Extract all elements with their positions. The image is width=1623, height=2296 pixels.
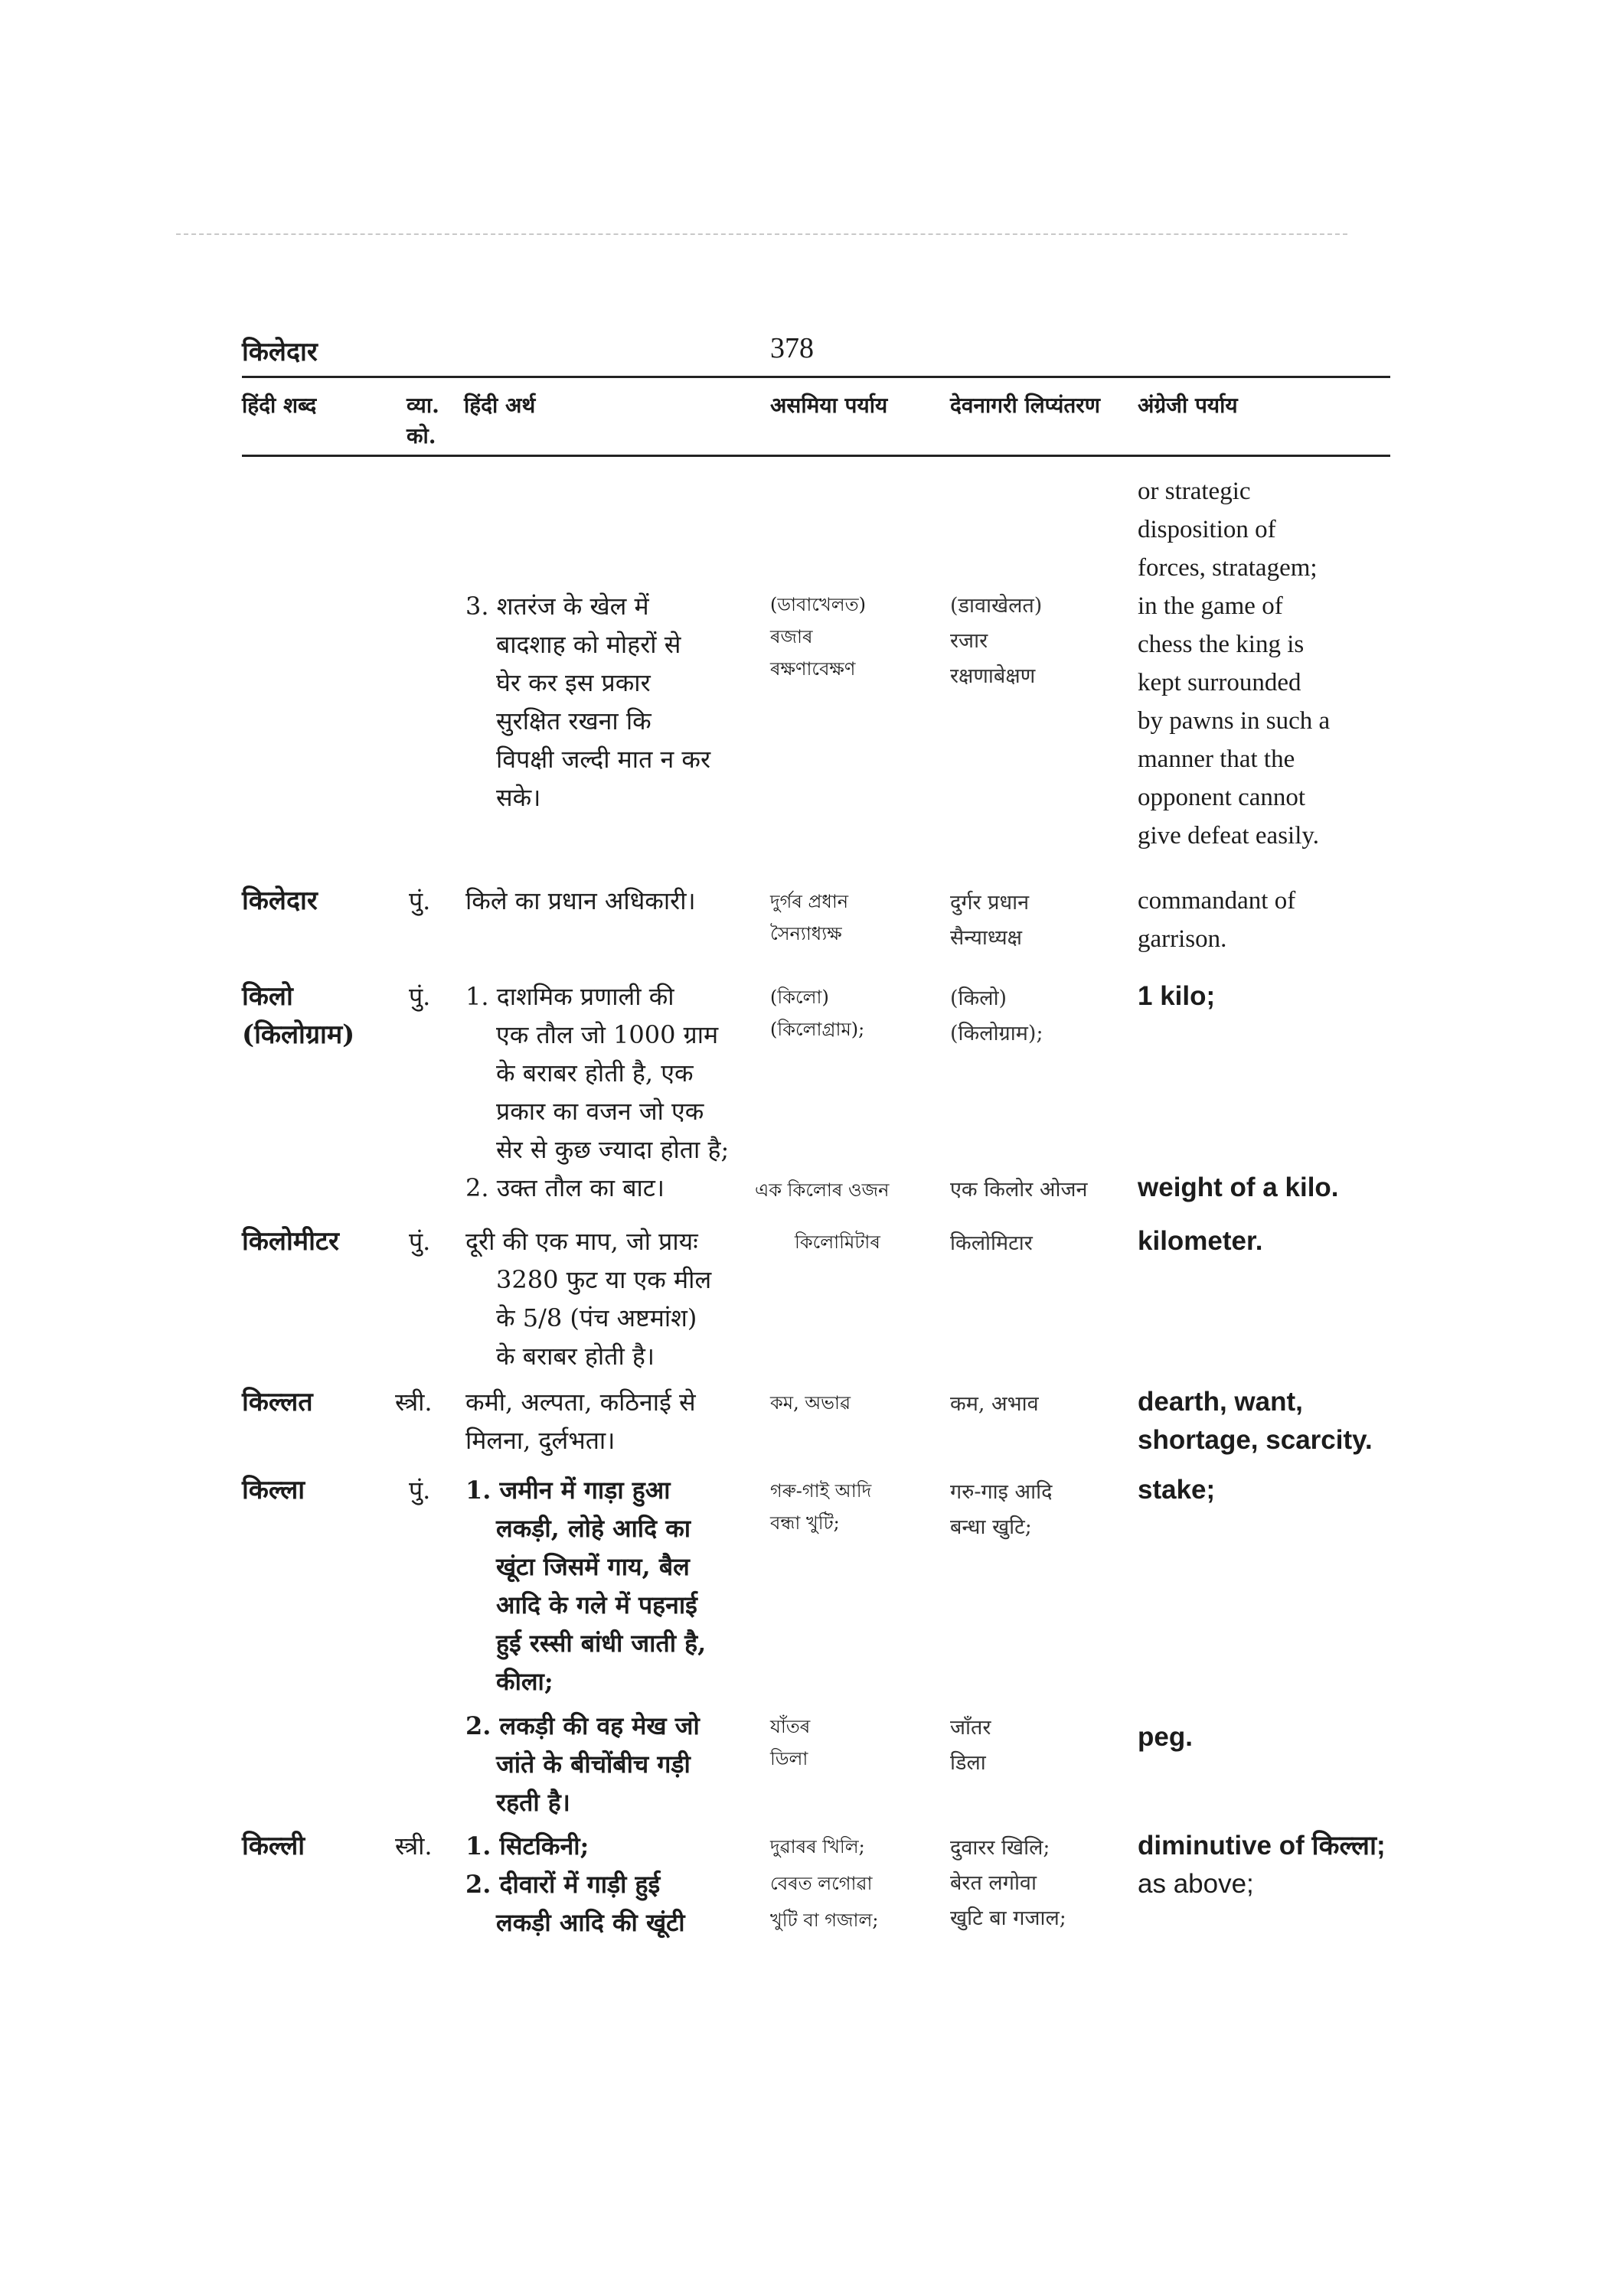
entry-english: commandant of garrison. (1138, 887, 1296, 953)
entry-headword: किलोमीटर (242, 1226, 339, 1257)
entry-assamese: কিলোমিটাৰ (795, 1231, 880, 1253)
entry-assamese: দুৰ্গৰ প্ৰধান সৈন্যাধ্যক্ষ (770, 891, 849, 944)
entry-assamese: যাঁতৰ ডিলা (770, 1716, 811, 1769)
entry-assamese: এক কিলোৰ ওজন (755, 1179, 890, 1201)
entry-assamese: গৰু-গাই আদি বন্ধা খুটি; (770, 1480, 872, 1534)
entry-english: kilometer. (1138, 1226, 1263, 1256)
scan-artifact-line (176, 233, 1347, 235)
entry-english: stake; (1138, 1475, 1216, 1505)
running-head (242, 333, 1390, 376)
entry-devanagari: जाँतर डिला (950, 1716, 991, 1775)
col-hindi-word: हिंदी शब्द (242, 393, 317, 418)
entry-meaning: 1. दाशमिक प्रणाली की एक तौल जो 1000 ग्राम के बराबर होती है, एक प्रकार का वजन जो एक सेर से कुछ ज्यादा होता है; 2. उक्त तौल का बाट। (465, 982, 730, 1202)
running-head-word: किलेदार (242, 337, 318, 367)
entry-assamese: দুৱাৰৰ খিলি; বেৰত লগোৱা খুটি বা গজাল; (770, 1836, 879, 1931)
entry-headword: किल्ला (242, 1475, 305, 1505)
entry-headword: किलेदार (242, 885, 318, 916)
col-english-synonym: अंग्रेजी पर्याय (1138, 393, 1238, 418)
dictionary-page (242, 333, 1390, 2064)
entry-grammar: पुं. (409, 886, 431, 915)
entry-devanagari: किलोमिटार (950, 1231, 1033, 1255)
entry-meaning: कमी, अल्पता, कठिनाई से मिलना, दुर्लभता। (465, 1388, 696, 1455)
cont-meaning: 3. शतरंज के खेल में बादशाह को मोहरों से घेर कर इस प्रकार सुरक्षित रखना कि विपक्षी जल्दी मात न कर सके। (465, 592, 711, 812)
entry-meaning: किले का प्रधान अधिकारी। (465, 886, 696, 915)
entry-devanagari: गरु-गाइ आदि बन्धा खुटि; (950, 1480, 1053, 1539)
entry-headword: किल्ली (242, 1831, 305, 1861)
entry-english: diminutive of किल्ला; as above; (1138, 1831, 1386, 1899)
entry-headword: किल्लत (242, 1387, 313, 1417)
entry-grammar: पुं. (409, 1227, 431, 1256)
col-devanagari-transliteration: देवनागरी लिप्यंतरण (950, 393, 1101, 418)
entry-devanagari: दुर्गर प्रधान सैन्याध्यक्ष (950, 891, 1030, 950)
entry-assamese: কম, অভাৱ (770, 1392, 851, 1414)
col-hindi-meaning: हिंदी अर्थ (464, 393, 536, 418)
cont-assamese: (ডাবাখেলত) ৰজাৰ ৰক্ষণাবেক্ষণ (770, 594, 866, 680)
col-grammar: व्या. को. (407, 393, 439, 448)
entry-grammar: पुं. (409, 982, 431, 1011)
entry-english: peg. (1138, 1722, 1193, 1752)
entry-english: 1 kilo; (1138, 981, 1216, 1011)
entry-meaning: 1. जमीन में गाड़ा हुआ लकड़ी, लोहे आदि का खूंटा जिसमें गाय, बैल आदि के गले में पहनाई हुई रस्सी बांधी जाती है, कीला; 2. लकड़ी की वह मेख जो जांते के बीचोंबीच गड़ी रहती है। (465, 1476, 707, 1817)
entry-english: weight of a kilo. (1138, 1172, 1339, 1202)
column-headers (242, 378, 1390, 455)
entry-grammar: स्त्री. (395, 1831, 433, 1861)
entry-grammar: स्त्री. (395, 1388, 433, 1417)
col-assamese-synonym: असमिया पर्याय (770, 393, 888, 418)
entry-english: dearth, want, shortage, scarcity. (1138, 1387, 1373, 1455)
entry-meaning: 1. सिटकिनी; 2. दीवारों में गाड़ी हुई लकड़ी आदि की खूंटी (465, 1831, 685, 1937)
entry-devanagari: दुवारर खिलि; बेरत लगोवा खुटि बा गजाल; (950, 1836, 1066, 1930)
cont-devanagari: (डावाखेलत) रजार रक्षणाबेक्षण (950, 594, 1043, 688)
entry-assamese: (কিলো) (কিলোগ্ৰাম); (770, 987, 865, 1040)
entry-devanagari: एक किलोर ओजन (950, 1178, 1088, 1202)
entry-devanagari: (किलो) (किलोग्राम); (950, 987, 1043, 1045)
cont-english: or strategic disposition of forces, stratagem; in the game of chess the king is kept surrounded by pawns in such a manner that the opponent cannot give defeat easily. (1138, 478, 1331, 850)
page-number: 378 (770, 332, 814, 364)
entry-grammar: पुं. (409, 1476, 431, 1505)
entries (242, 457, 1390, 2064)
entry-devanagari: कम, अभाव (950, 1392, 1039, 1416)
entry-meaning: दूरी की एक माप, जो प्रायः 3280 फुट या एक मील के 5/8 (पंच अष्टमांश) के बराबर होती है। (465, 1227, 712, 1371)
entry-headword: किलो (किलोग्राम) (242, 981, 355, 1050)
